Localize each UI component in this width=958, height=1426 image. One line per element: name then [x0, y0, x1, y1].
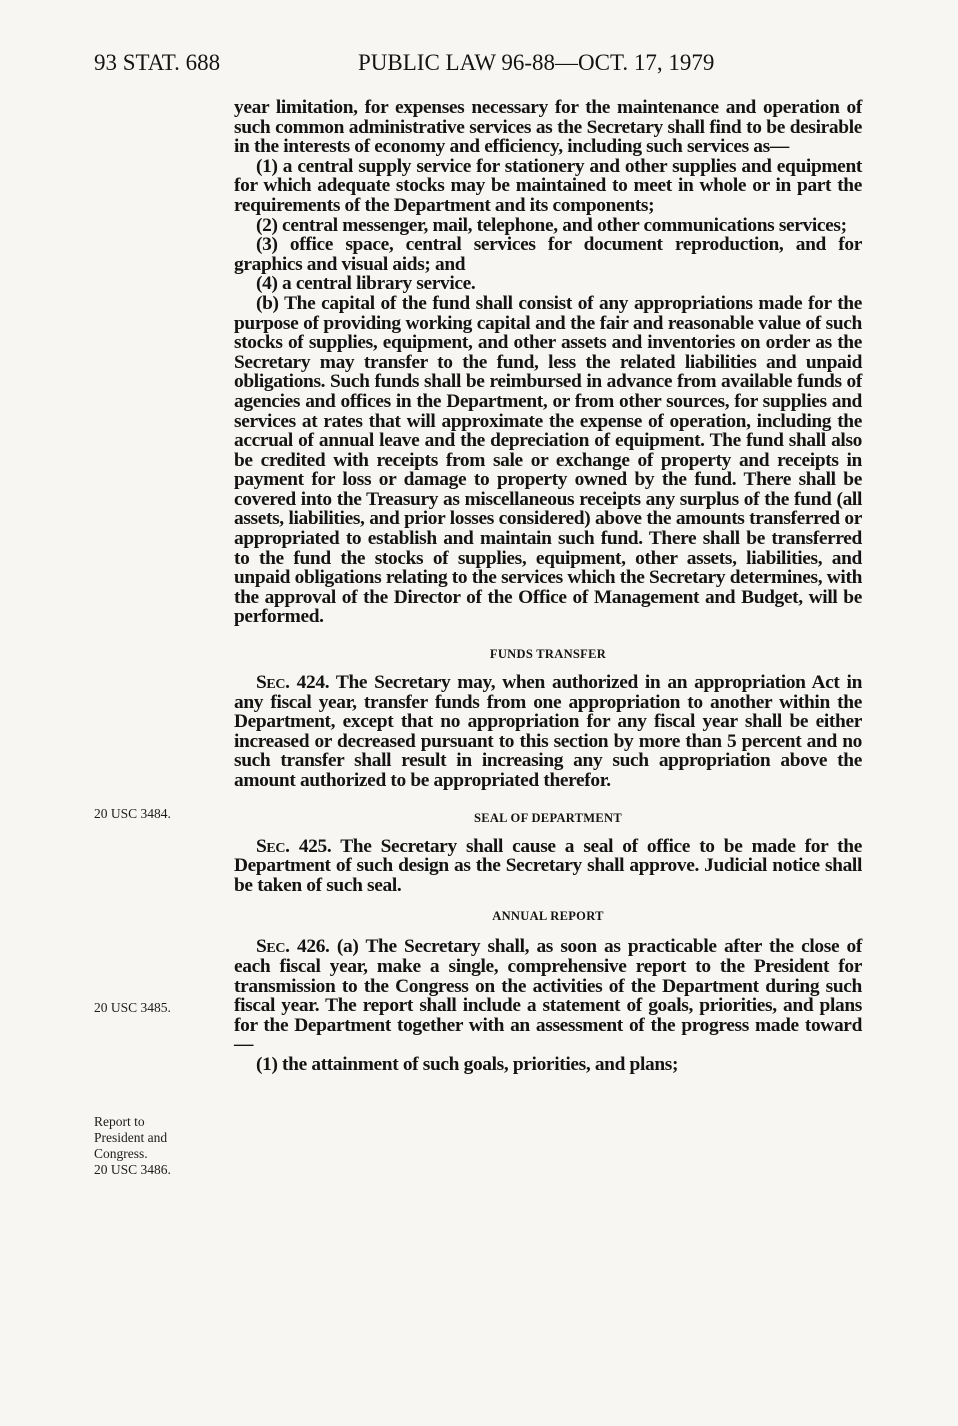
margin-note-report — [94, 1114, 224, 1178]
public-law-title: PUBLIC LAW 96-88—OCT. 17, 1979 — [358, 50, 715, 75]
subsection-b-paragraph: (b) The capital of the fund shall consist of any appropriations made for the purpose of providing working capital and the fair and reasonable value of such stocks of supplies, equipment, and other assets and inventories on order as the Secretary may transfer to the fund, less the related liabilities and unpaid obligations. Such funds shall be reimbursed in advance from available funds of agencies and offices in the Department, or from other sources, for supplies and services at rates that will approximate the expense of operation, including the accrual of annual leave and the depreciation of equipment. The fund shall also be credited with receipts from sale or exchange of property and receipts in payment for loss or damage to property owned by the fund. There shall be covered into the Treasury as miscellaneous receipts any surplus of the fund (all assets, liabilities, and prior losses considered) above the amounts transferred or appropriated to establish and maintain such fund. There shall be transferred to the fund the stocks of supplies, equipment, other assets, liabilities, and unpaid obligations relating to the services which the Secretary determines, with the approval of the Director of the Office of Management and Budget, will be performed. — [234, 292, 862, 628]
margin-note-usc-3485: 20 USC 3485. — [94, 1000, 171, 1015]
section-text: The Secretary may, when authorized in an appropriation Act in any fiscal year, transfer funds from one appropriation to another within the Department, except that no appropriation for any fiscal year shall be either increased or decreased pursuant to this section by more than 5 percent and no such transfer shall result in increasing any such appropriation above the amount authorized to be appropriated therefor. — [234, 672, 863, 791]
section-text: The Secretary shall cause a seal of office to be made for the Department of such design as the Secretary shall approve. Judicial notice shall be taken of such seal. — [234, 835, 862, 896]
section-number: Sec. 425. — [256, 835, 332, 857]
stat-page-reference: 93 STAT. 688 — [94, 50, 221, 75]
section-text: (a) The Secretary shall, as soon as practicable after the close of each fiscal year, make a single, comprehensive report to the President for transmission to the Congress on the activities of the Department during such fiscal year. The report shall include a statement of goals, priorities, and plans for the Department together with an assessment of the progress made toward— — [234, 936, 863, 1056]
list-item-library-service: (4) a central library service. — [256, 273, 476, 295]
margin-note-usc-3484: 20 USC 3484. — [94, 806, 171, 821]
page-header — [94, 50, 874, 80]
list-item-attainment: (1) the attainment of such goals, priorities, and plans; — [256, 1053, 679, 1075]
list-item-supply-service: (1) a central supply service for stationery and other supplies and equipment for which adequate stocks may be maintained to meet in whole or in part the requirements of the Department and its components; — [234, 155, 862, 216]
statute-body — [234, 98, 862, 1075]
section-heading-funds-transfer: FUNDS TRANSFER — [489, 647, 607, 662]
section-number: Sec. 424. — [256, 672, 330, 694]
margin-note-line: Report to — [94, 1114, 145, 1129]
list-item-office-space: (3) office space, central services for document reproduction, and for graphics and visual aids; and — [234, 234, 862, 275]
section-heading-annual-report: ANNUAL REPORT — [492, 909, 604, 924]
margin-note-line: Congress. — [94, 1146, 148, 1161]
intro-paragraph: year limitation, for expenses necessary for the maintenance and operation of such common administrative services as the Secretary shall find to be desirable in the interests of economy and efficiency, including such services as— — [234, 97, 862, 158]
section-425-paragraph — [234, 837, 862, 896]
section-426-paragraph — [234, 937, 862, 1055]
margin-note-line: President and — [94, 1130, 168, 1145]
section-number: Sec. 426. — [256, 936, 330, 958]
section-heading-seal: SEAL OF DEPARTMENT — [473, 810, 623, 825]
margin-note-line: 20 USC 3486. — [94, 1162, 171, 1177]
section-424-paragraph — [234, 673, 862, 791]
list-item-messenger-services: (2) central messenger, mail, telephone, and other communications services; — [256, 214, 847, 236]
